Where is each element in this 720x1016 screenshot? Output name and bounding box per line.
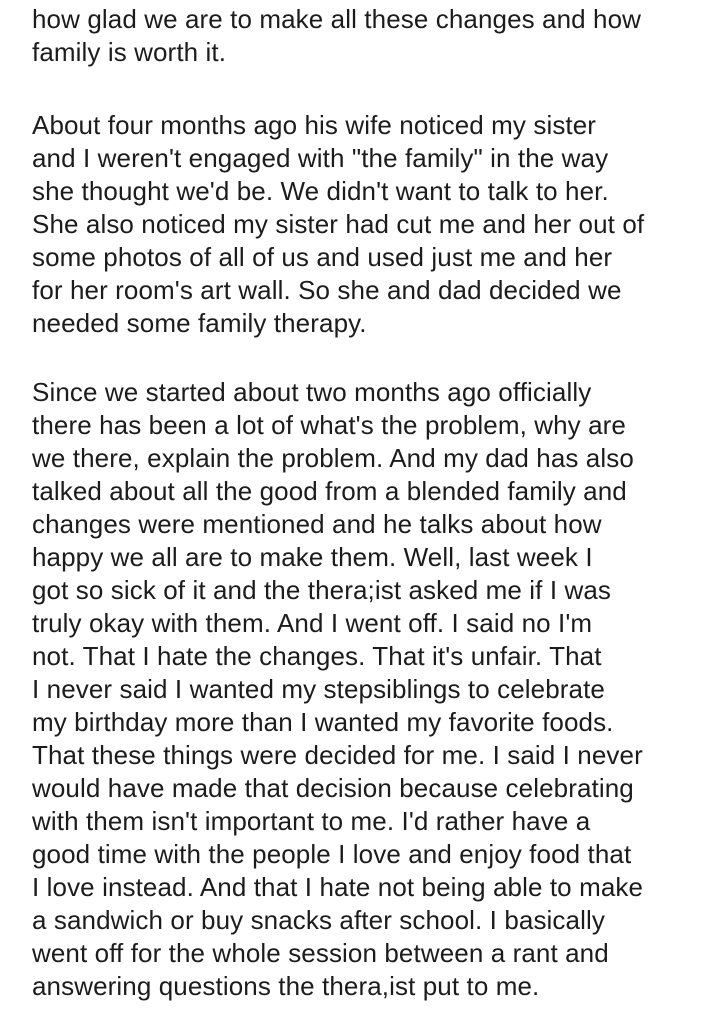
paragraph-line: she thought we'd be. We didn't want to talk to her. — [32, 176, 609, 206]
paragraph-line: I love instead. And that I hate not being able to make — [32, 872, 644, 902]
paragraph-3 — [32, 376, 708, 1003]
paragraph-line: went off for the whole session between a rant and — [32, 938, 609, 968]
paragraph-line: needed some family therapy. — [32, 308, 367, 338]
paragraph-line: family is worth it. — [32, 37, 227, 67]
paragraph-line: happy we all are to make them. Well, last week I — [32, 542, 593, 572]
paragraph-line: changes were mentioned and he talks about how — [32, 509, 602, 539]
paragraph-line: Since we started about two months ago officially — [32, 377, 592, 407]
paragraph-line: She also noticed my sister had cut me and her out of — [32, 209, 645, 239]
paragraph-2 — [32, 109, 708, 340]
paragraph-line: we there, explain the problem. And my dad has also — [32, 443, 634, 473]
paragraph-line: That these things were decided for me. I said I never — [32, 740, 643, 770]
paragraph-line: with them isn't important to me. I'd rather have a — [32, 806, 591, 836]
paragraph-line: my birthday more than I wanted my favorite foods. — [32, 707, 614, 737]
paragraph-line: would have made that decision because celebrating — [32, 773, 634, 803]
paragraph-line: truly okay with them. And I went off. I said no I'm — [32, 608, 593, 638]
paragraph-line: and I weren't engaged with "the family" in the way — [32, 143, 609, 173]
paragraph-line: good time with the people I love and enjoy food that — [32, 839, 632, 869]
paragraph-line: a sandwich or buy snacks after school. I basically — [32, 905, 605, 935]
paragraph-line: got so sick of it and the thera;ist asked me if I was — [32, 575, 612, 605]
paragraph-line: talked about all the good from a blended family and — [32, 476, 627, 506]
paragraph-line: answering questions the thera,ist put to me. — [32, 971, 540, 1001]
paragraph-line: About four months ago his wife noticed my sister — [32, 110, 597, 140]
paragraph-line: some photos of all of us and used just me and her — [32, 242, 613, 272]
paragraph-line: I never said I wanted my stepsiblings to celebrate — [32, 674, 605, 704]
paragraph-line: how glad we are to make all these changes and how — [32, 4, 642, 34]
paragraph-1 — [32, 3, 708, 69]
paragraph-line: not. That I hate the changes. That it's unfair. That — [32, 641, 602, 671]
paragraph-line: for her room's art wall. So she and dad decided we — [32, 275, 622, 305]
paragraph-line: there has been a lot of what's the problem, why are — [32, 410, 626, 440]
